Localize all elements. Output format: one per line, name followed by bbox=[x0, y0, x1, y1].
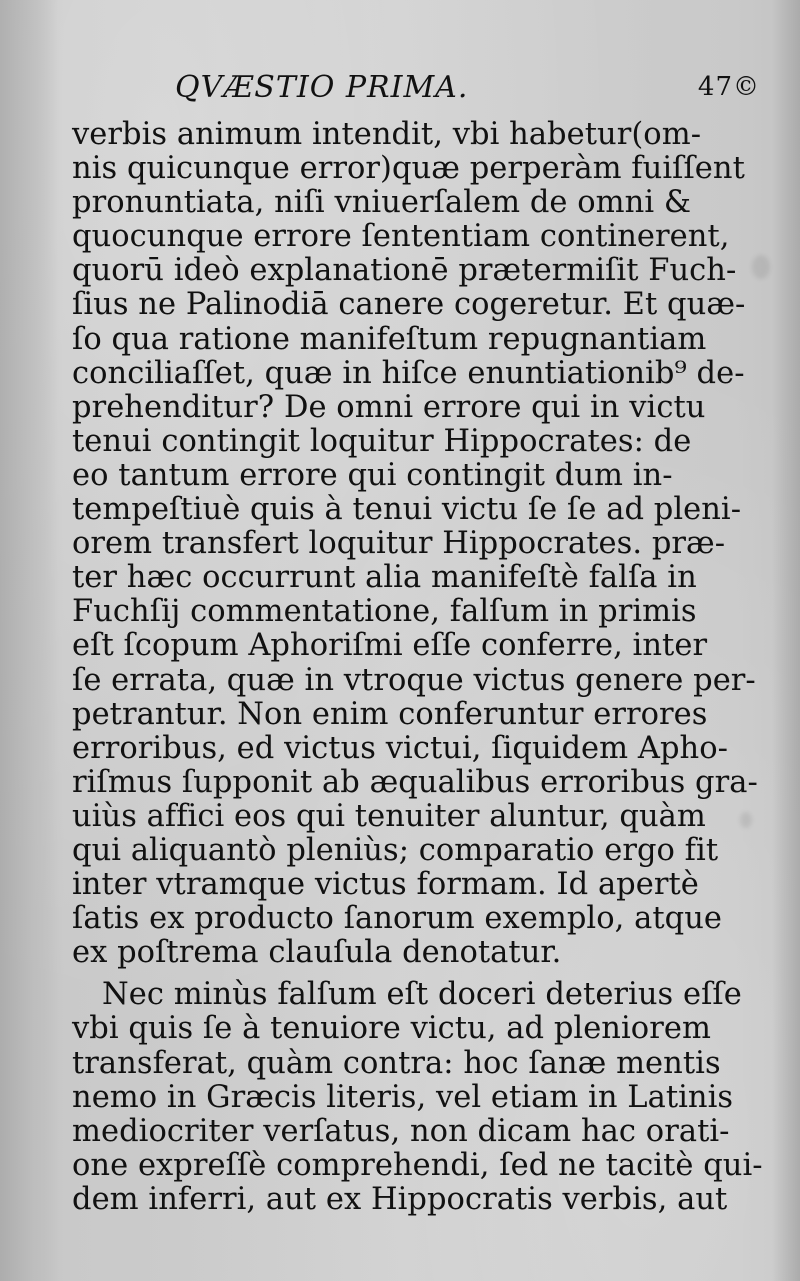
text-line: pronuntiata, niſi vniuerſalem de omni & bbox=[72, 185, 692, 221]
page-left-edge bbox=[0, 0, 58, 1281]
text-line: eo tantum errore qui contingit dum in- bbox=[72, 457, 673, 493]
text-line: conciliaſſet, quæ in hiſce enuntiationib⁹ de- bbox=[72, 355, 745, 391]
text-line: uiùs affici eos qui tenuiter aluntur, quàm bbox=[72, 798, 706, 834]
text-line: erroribus, ed victus victui, ſiquidem Apho- bbox=[72, 730, 728, 766]
running-head: QVÆSTIO PRIMA. bbox=[175, 70, 469, 105]
text-line: prehenditur? De omni errore qui in victu bbox=[72, 389, 706, 425]
text-line: ſe errata, quæ in vtroque victus genere per- bbox=[72, 662, 756, 698]
text-line: nemo in Græcis literis, vel etiam in Latinis bbox=[72, 1079, 734, 1115]
text-line: tenui contingit loquitur Hippocrates: de bbox=[72, 423, 692, 459]
text-line: eſt ſcopum Aphoriſmi eſſe conferre, inter bbox=[72, 628, 708, 664]
page-stain bbox=[752, 255, 770, 279]
text-line: mediocriter verſatus, non dicam hac orati- bbox=[72, 1113, 730, 1149]
text-line: nis quicunque error)quæ perperàm fuiſſent bbox=[72, 151, 745, 187]
text-line: transferat, quàm contra: hoc ſanæ mentis bbox=[72, 1045, 721, 1081]
text-line: petrantur. Non enim conferuntur errores bbox=[72, 696, 708, 732]
text-line: quocunque errore ſententiam continerent, bbox=[72, 219, 730, 255]
text-line: ſatis ex producto ſanorum exemplo, atque bbox=[72, 901, 723, 937]
page-stain bbox=[740, 812, 752, 828]
page-right-edge bbox=[772, 0, 800, 1281]
text-line: qui aliquantò pleniùs; comparatio ergo fit bbox=[72, 832, 719, 868]
text-line: ſius ne Palinodiā canere cogeretur. Et quæ- bbox=[72, 287, 746, 323]
text-line: vbi quis ſe à tenuiore victu, ad pleniorem bbox=[72, 1011, 711, 1047]
text-line: verbis animum intendit, vbi habetur(om- bbox=[72, 117, 702, 152]
body-text bbox=[72, 117, 763, 1217]
text-line: tempeſtiuè quis à tenui victu ſe ſe ad pleni- bbox=[72, 492, 742, 528]
text-line: ex poſtrema clauſula denotatur. bbox=[72, 935, 562, 971]
text-line: riſmus ſupponit ab æqualibus erroribus gra- bbox=[72, 764, 758, 800]
text-line: inter vtramque victus formam. Id apertè bbox=[72, 867, 699, 903]
text-line: orem transfert loquitur Hippocrates. præ- bbox=[72, 526, 726, 562]
text-line: dem inferri, aut ex Hippocratis verbis, aut bbox=[72, 1181, 728, 1217]
page-header bbox=[175, 70, 760, 112]
text-line: ſo qua ratione manifeſtum repugnantiam bbox=[72, 321, 707, 357]
text-line: one expreſſè comprehendi, ſed ne tacitè qui- bbox=[72, 1147, 763, 1183]
text-line: quorū ideò explanationē prætermiſit Fuch- bbox=[72, 253, 737, 289]
text-line: Nec minùs falſum eſt doceri deterius eſſe bbox=[102, 977, 742, 1013]
page-number: 47© bbox=[697, 72, 760, 102]
text-line: ter hæc occurrunt alia manifeſtè falſa in bbox=[72, 560, 697, 596]
text-line: Fuchſij commentatione, falſum in primis bbox=[72, 594, 697, 630]
